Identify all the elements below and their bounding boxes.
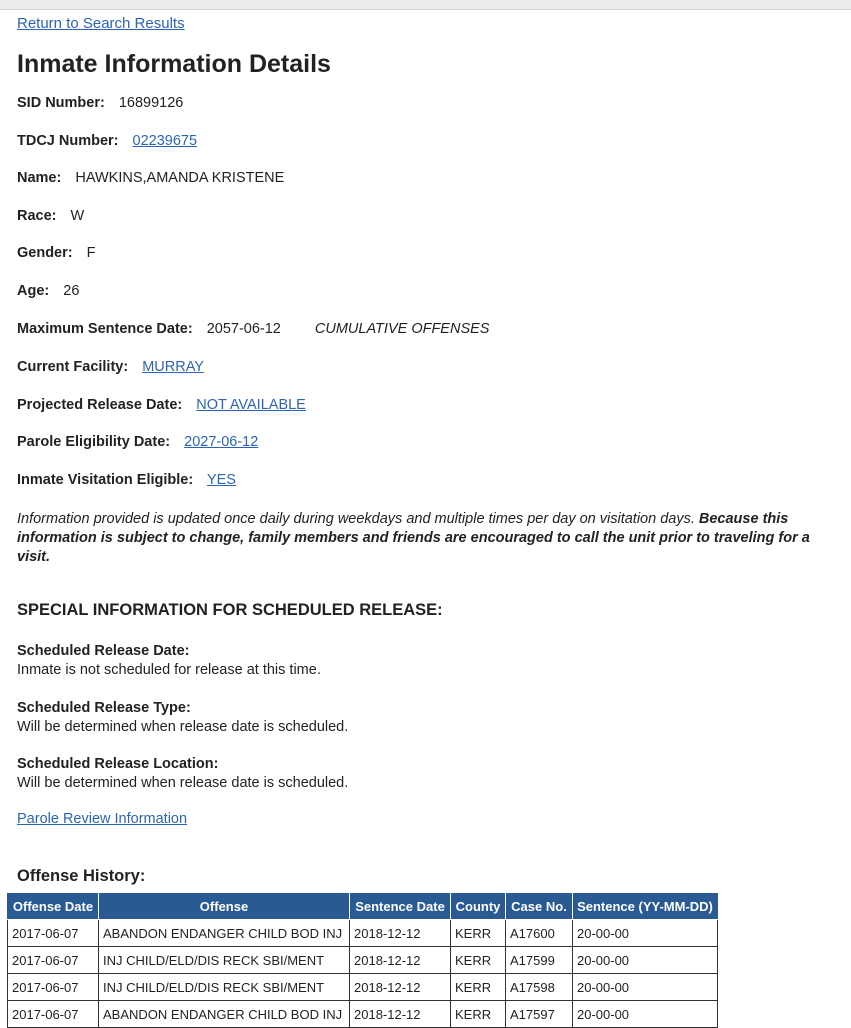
sid-label: SID Number: xyxy=(17,95,105,111)
col-county: County xyxy=(451,894,506,920)
table-row xyxy=(8,974,718,1001)
sentence-date-cell: 2018-12-12 xyxy=(350,947,451,974)
county-cell: KERR xyxy=(451,920,506,947)
case-no-cell: A17598 xyxy=(506,974,573,1001)
offense-history-heading: Offense History: xyxy=(17,867,146,885)
table-row xyxy=(8,920,718,947)
offense-date-cell: 2017-06-07 xyxy=(8,1001,99,1028)
release-date-label: Scheduled Release Date: xyxy=(17,643,190,659)
visitation-field xyxy=(17,472,236,488)
gender-label: Gender: xyxy=(17,245,73,261)
max-sentence-field xyxy=(17,321,489,337)
offense-cell: ABANDON ENDANGER CHILD BOD INJ xyxy=(99,920,350,947)
return-to-search-link[interactable]: Return to Search Results xyxy=(17,15,185,32)
age-field xyxy=(17,283,79,299)
sentence-date-cell: 2018-12-12 xyxy=(350,974,451,1001)
sentence-cell: 20-00-00 xyxy=(573,947,718,974)
tdcj-number-link[interactable]: 02239675 xyxy=(132,133,198,149)
age-label: Age: xyxy=(17,283,50,299)
projected-release-label: Projected Release Date: xyxy=(17,397,183,413)
offense-date-cell: 2017-06-07 xyxy=(8,947,99,974)
max-sentence-note: CUMULATIVE OFFENSES xyxy=(314,321,490,337)
col-offense: Offense xyxy=(99,894,350,920)
projected-release-field xyxy=(17,397,306,413)
case-no-cell: A17600 xyxy=(506,920,573,947)
release-date-value: Inmate is not scheduled for release at this time. xyxy=(17,662,321,678)
gender-value: F xyxy=(86,245,96,261)
county-cell: KERR xyxy=(451,947,506,974)
race-label: Race: xyxy=(17,208,57,224)
release-location-value: Will be determined when release date is scheduled. xyxy=(17,775,349,791)
tdcj-field xyxy=(17,133,197,149)
facility-label: Current Facility: xyxy=(17,359,129,375)
sid-value: 16899126 xyxy=(118,95,184,111)
release-location-label: Scheduled Release Location: xyxy=(17,756,219,772)
county-cell: KERR xyxy=(451,974,506,1001)
sentence-cell: 20-00-00 xyxy=(573,974,718,1001)
sentence-cell: 20-00-00 xyxy=(573,1001,718,1028)
offense-date-cell: 2017-06-07 xyxy=(8,920,99,947)
table-row xyxy=(8,947,718,974)
sentence-date-cell: 2018-12-12 xyxy=(350,920,451,947)
visitation-notice xyxy=(17,510,832,567)
name-value: HAWKINS,AMANDA KRISTENE xyxy=(75,170,285,186)
offense-table-header-row xyxy=(8,894,718,920)
notice-text: Information provided is updated once daily during weekdays and multiple times per day on visitation days. xyxy=(17,511,699,527)
sid-field xyxy=(17,95,183,111)
table-row xyxy=(8,1001,718,1028)
scheduled-release-date xyxy=(17,642,321,680)
parole-review-link[interactable]: Parole Review Information xyxy=(17,811,188,827)
scheduled-release-heading: SPECIAL INFORMATION FOR SCHEDULED RELEASE: xyxy=(17,601,443,619)
offense-cell: ABANDON ENDANGER CHILD BOD INJ xyxy=(99,1001,350,1028)
max-sentence-value: 2057-06-12 xyxy=(206,321,281,337)
offense-history-table xyxy=(7,893,718,1028)
parole-eligibility-link[interactable]: 2027-06-12 xyxy=(184,434,259,450)
notice-bold-text: Because this information is subject to change, family members and friends are encouraged to call the unit prior to traveling for a visit. xyxy=(17,511,810,565)
release-type-value: Will be determined when release date is scheduled. xyxy=(17,719,349,735)
name-field xyxy=(17,170,284,186)
col-sentence-date: Sentence Date xyxy=(350,894,451,920)
race-field xyxy=(17,208,84,224)
offense-cell: INJ CHILD/ELD/DIS RECK SBI/MENT xyxy=(99,947,350,974)
facility-field xyxy=(17,359,204,375)
visitation-label: Inmate Visitation Eligible: xyxy=(17,472,194,488)
scheduled-release-type xyxy=(17,699,348,737)
page-title: Inmate Information Details xyxy=(17,50,331,78)
facility-link[interactable]: MURRAY xyxy=(142,359,204,375)
offense-date-cell: 2017-06-07 xyxy=(8,974,99,1001)
col-sentence: Sentence (YY-MM-DD) xyxy=(573,894,718,920)
race-value: W xyxy=(70,208,85,224)
gender-field xyxy=(17,245,95,261)
name-label: Name: xyxy=(17,170,62,186)
case-no-cell: A17597 xyxy=(506,1001,573,1028)
release-type-label: Scheduled Release Type: xyxy=(17,700,191,716)
projected-release-link[interactable]: NOT AVAILABLE xyxy=(196,397,306,413)
parole-eligibility-field xyxy=(17,434,258,450)
parole-eligibility-label: Parole Eligibility Date: xyxy=(17,434,171,450)
offense-cell: INJ CHILD/ELD/DIS RECK SBI/MENT xyxy=(99,974,350,1001)
max-sentence-label: Maximum Sentence Date: xyxy=(17,321,193,337)
case-no-cell: A17599 xyxy=(506,947,573,974)
col-case-no: Case No. xyxy=(506,894,573,920)
county-cell: KERR xyxy=(451,1001,506,1028)
browser-top-bar xyxy=(0,0,851,10)
age-value: 26 xyxy=(63,283,80,299)
sentence-cell: 20-00-00 xyxy=(573,920,718,947)
scheduled-release-location xyxy=(17,755,348,793)
visitation-link[interactable]: YES xyxy=(206,472,236,488)
sentence-date-cell: 2018-12-12 xyxy=(350,1001,451,1028)
tdcj-label: TDCJ Number: xyxy=(17,133,119,149)
col-offense-date: Offense Date xyxy=(8,894,99,920)
